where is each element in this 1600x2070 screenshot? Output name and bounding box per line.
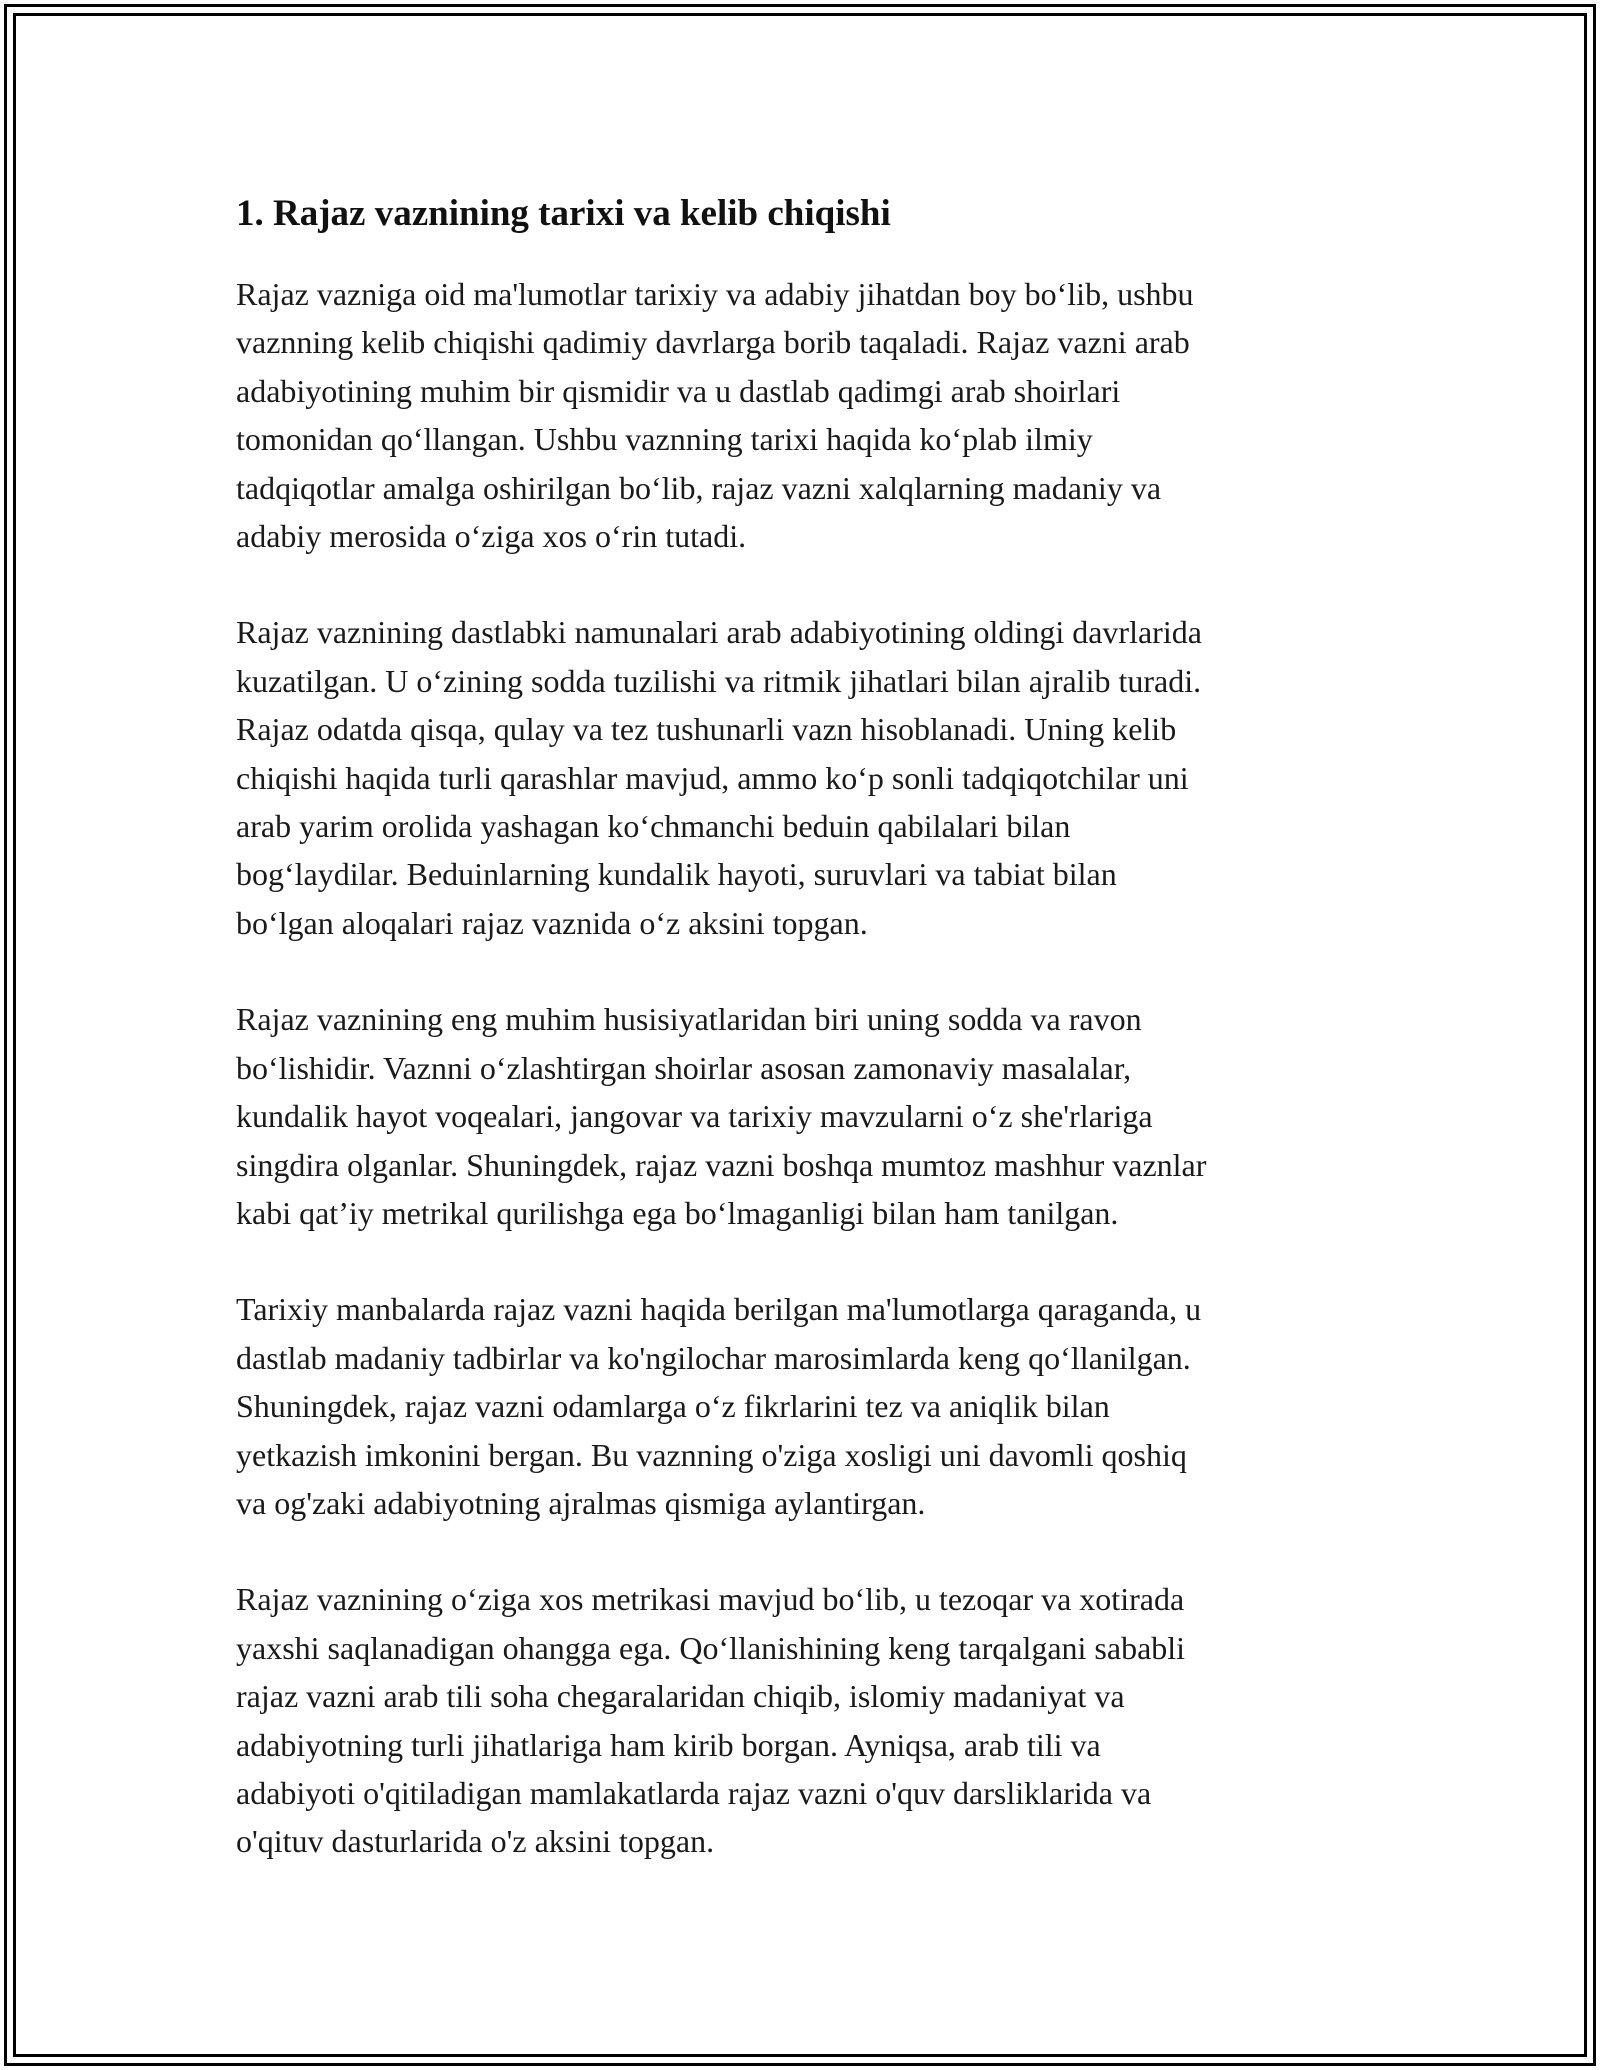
paragraph-line: adabiyotning turli jihatlariga ham kirib borgan. Ayniqsa, arab tili va bbox=[236, 1726, 1101, 1763]
paragraph-line: kabi qat’iy metrikal qurilishga ega bo‘lmaganligi bilan ham tanilgan. bbox=[236, 1194, 1119, 1231]
paragraph-2 bbox=[236, 608, 1366, 947]
paragraph-line: chiqishi haqida turli qarashlar mavjud, ammo ko‘p sonli tadqiqotchilar uni bbox=[236, 759, 1189, 796]
paragraph-line: yaxshi saqlanadigan ohangga ega. Qo‘llanishining keng tarqalgani sababli bbox=[236, 1629, 1186, 1666]
paragraph-line: arab yarim orolida yashagan ko‘chmanchi beduin qabilalari bilan bbox=[236, 808, 1071, 845]
paragraph-line: dastlab madaniy tadbirlar va ko'ngilochar marosimlarda keng qo‘llanilgan. bbox=[236, 1339, 1191, 1376]
paragraph-line: Rajaz vaznining eng muhim husisiyatlaridan biri uning sodda va ravon bbox=[236, 1001, 1142, 1038]
paragraph-line: yetkazish imkonini bergan. Bu vaznning o'ziga xosligi uni davomli qoshiq bbox=[236, 1436, 1187, 1473]
paragraph-line: Rajaz vazniga oid ma'lumotlar tarixiy va adabiy jihatdan boy bo‘lib, ushbu bbox=[236, 276, 1194, 312]
paragraph-line: adabiy merosida o‘ziga xos o‘rin tutadi. bbox=[236, 518, 747, 555]
paragraph-line: bog‘laydilar. Beduinlarning kundalik hayoti, suruvlari va tabiat bilan bbox=[236, 856, 1117, 893]
paragraph-line: Rajaz odatda qisqa, qulay va tez tushunarli vazn hisoblanadi. Uning kelib bbox=[236, 711, 1177, 748]
document-body bbox=[236, 188, 1366, 1914]
paragraph-line: vaznning kelib chiqishi qadimiy davrlarga borib taqaladi. Rajaz vazni arab bbox=[236, 324, 1190, 361]
paragraph-line: bo‘lishidir. Vaznni o‘zlashtirgan shoirlar asosan zamonaviy masalalar, bbox=[236, 1049, 1132, 1086]
paragraph-line: Shuningdek, rajaz vazni odamlarga o‘z fikrlarini tez va aniqlik bilan bbox=[236, 1388, 1110, 1425]
paragraph-3 bbox=[236, 995, 1366, 1237]
paragraph-line: o'qituv dasturlarida o'z aksini topgan. bbox=[236, 1823, 715, 1860]
paragraph-line: Rajaz vaznining dastlabki namunalari arab adabiyotining oldingi davrlarida bbox=[236, 614, 1202, 651]
paragraph-line: va og'zaki adabiyotning ajralmas qismiga aylantirgan. bbox=[236, 1484, 926, 1521]
paragraph-line: bo‘lgan aloqalari rajaz vaznida o‘z aksini topgan. bbox=[236, 904, 868, 941]
paragraph-line: tomonidan qo‘llangan. Ushbu vaznning tarixi haqida ko‘plab ilmiy bbox=[236, 421, 1093, 458]
paragraph-line: kuzatilgan. U o‘zining sodda tuzilishi va ritmik jihatlari bilan ajralib turadi. bbox=[236, 662, 1202, 699]
paragraph-line: kundalik hayot voqealari, jangovar va tarixiy mavzularni o‘z she'rlariga bbox=[236, 1098, 1153, 1135]
paragraph-line: rajaz vazni arab tili soha chegaralaridan chiqib, islomiy madaniyat va bbox=[236, 1678, 1125, 1715]
paragraph-4 bbox=[236, 1285, 1366, 1527]
section-heading: 1. Rajaz vaznining tarixi va kelib chiqishi bbox=[236, 193, 891, 234]
paragraph-line: Tarixiy manbalarda rajaz vazni haqida berilgan ma'lumotlarga qaraganda, u bbox=[236, 1291, 1202, 1328]
paragraph-line: Rajaz vaznining o‘ziga xos metrikasi mavjud bo‘lib, u tezoqar va xotirada bbox=[236, 1581, 1185, 1618]
paragraph-5 bbox=[236, 1575, 1366, 1865]
paragraph-line: adabiyotining muhim bir qismidir va u dastlab qadimgi arab shoirlari bbox=[236, 372, 1121, 409]
paragraph-line: singdira olganlar. Shuningdek, rajaz vazni boshqa mumtoz mashhur vaznlar bbox=[236, 1146, 1207, 1183]
paragraph-line: adabiyoti o'qitiladigan mamlakatlarda rajaz vazni o'quv darsliklarida va bbox=[236, 1774, 1152, 1811]
paragraph-line: tadqiqotlar amalga oshirilgan bo‘lib, rajaz vazni xalqlarning madaniy va bbox=[236, 469, 1162, 506]
paragraph-1 bbox=[236, 270, 1366, 560]
